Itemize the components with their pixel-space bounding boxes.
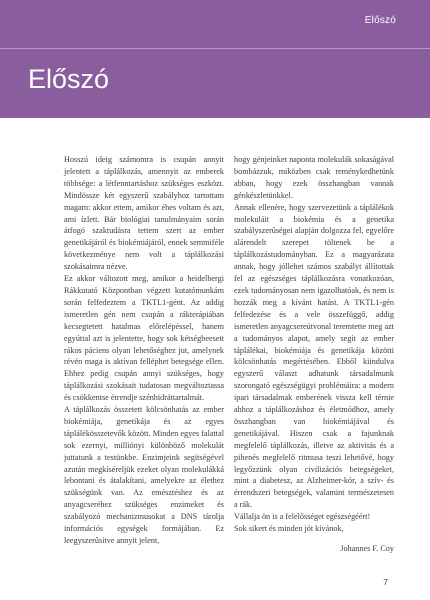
paragraph: Hosszú ideig számomra is csupán annyit jelentett a táplálkozás, amennyit az emberek többsége: a létfenntartáshoz szükséges eszközt. Mindössze két egyszerű szabályhoz tartottam magam: akkor ettem, amikor éhes voltam és azt, ami ízlett. Bár biológiai tanulmányaim során átfogó szaktudásra tettem szert az ember genetikájáról és biokémiájáról, ennek semmiféle következménye nem volt a táplálkozási szokásaimra nézve. (64, 155, 224, 272)
running-head: Előszó (364, 15, 396, 26)
page-number: 7 (383, 577, 388, 587)
paragraph: A táplálkozás összetett kölcsönhatás az ember biokémiája, genetikája és az egyes táplálékösszetevők között. Minden egyes falattal sok ezernyi, milliónyi különböző molekulát juttatunk a testünkbe. Enzimjeink segítségével azután megkíséreljük ezeket olyan molekulákká lebontani és átalakítani, amelyekre az élethez szükségünk van. Az emésztéshez és az anyagcseréhez szükséges enzimeket és szabályozó mechanizmusokat a DNS tárolja információs egységek formájában. Ez leegyszerűsítve annyit jelent, (64, 405, 224, 545)
left-column (64, 154, 224, 547)
paragraph: Ez akkor változott meg, amikor a heidelbergi Rákkutató Központban végzett kutatómunkám során felfedeztem a TKTL1-gént. Az addig ismeretlen gén nem csupán a rákterápiában kecsegtetett hatalmas előrelépéssel, hanem egyúttal azt is jelentette, hogy sok kétségbeesett rákos páciens olyan lehetőséghez jut, amelynek révén maga is aktívan felléphet betegsége ellen. Ehhez pedig csupán annyi szükséges, hogy táplálkozási szokásait tudatosan megváltoztassa és csökkentse étrendje szénhidráttartalmát. (64, 274, 224, 403)
paragraph: Annak ellenére, hogy szervezetünk a táplálékok molekuláit a biokémia és a genetika szabályszerűségei alapján dolgozza fel, egyelőre alárendelt szerepet töltenek be a táplálkozástudományban. Ez a magyarázata annak, hogy jóllehet számos szabályt állítottak fel az egészséges táplálkozásra vonatkozóan, ezek tudományosan nem igazolhatóak, és nem is hozzák meg a kívánt hatást. A TKTL1-gén felfedezése és a vele összefüggő, addig ismeretlen anyagcsereútvonal teremtette meg azt a tudományos alapot, amely segít az ember táplálékai, biokémiája és genetikája közötti kölcsönhatás megértésében. Ebből kiindulva egyszerű választ adhatunk társadalmunk szorongató egészségügyi problémáira: a modern ipari társadalmak emberének vissza kell térnie ahhoz a táplálkozáshoz és életmódhoz, amely összhangban van biokémiájával és genetikájával. Hiszen csak a fajunknak megfelelő táplálkozás, illetve az aktivitás és a pihenés megfelelő ritmusa teszi lehetővé, hogy legyőzzünk olyan civilizációs betegségeket, mint a diabetesz, az Alzheimer-kór, a szív- és érrendszeri betegségek, valamint természetesen a rák. (234, 202, 394, 510)
paragraph: Vállalja ön is a felelősséget egészségéért! (234, 512, 371, 522)
paragraph: Sok sikert és minden jót kívánok, (234, 524, 344, 534)
page-title: Előszó (28, 64, 110, 94)
paragraph: hogy génjeinket naponta molekulák sokaságával bombázzuk, miközben csak reménykedhetünk abban, hogy ezek összhangban vannak génkészletünkkel. (234, 155, 394, 200)
right-column (234, 154, 394, 555)
header-divider (0, 48, 430, 49)
author-signature: Johannes F. Coy (340, 544, 394, 553)
